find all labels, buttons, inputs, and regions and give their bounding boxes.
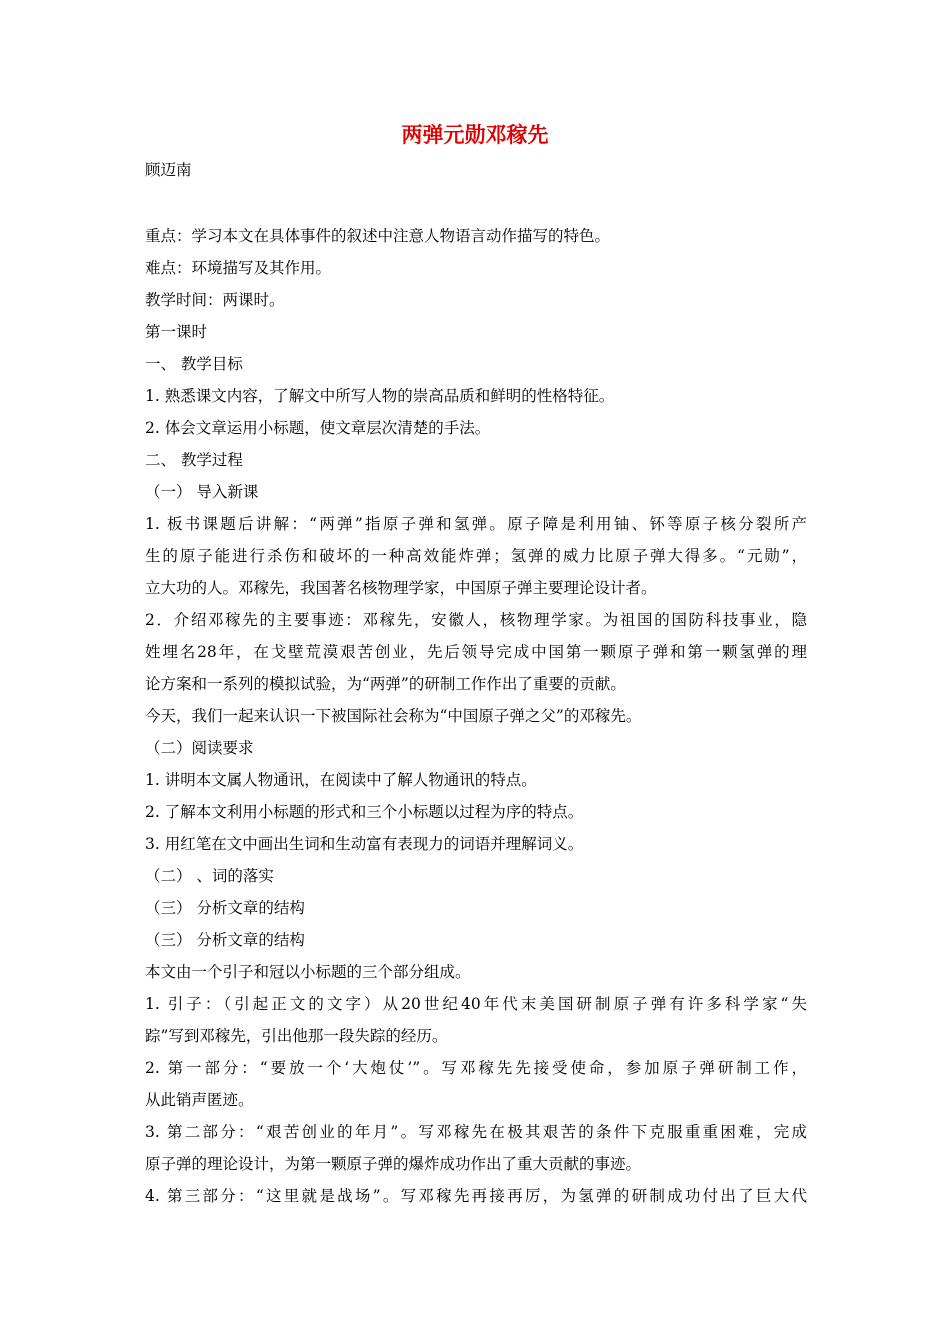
section-heading: 二、 教学过程 <box>145 451 243 469</box>
list-item: 2．介绍邓稼先的主要事迹：邓稼先，安徽人，核物理学家。为祖国的国防科技事业，隐 <box>145 611 807 629</box>
text-line: 原子弹的理论设计，为第一颗原子弹的爆炸成功作出了重大贡献的事迹。 <box>145 1155 642 1173</box>
text-line: 今天，我们一起来认识一下被国际社会称为“中国原子弹之父”的邓稼先。 <box>145 707 642 725</box>
subsection-heading: （二）阅读要求 <box>145 739 254 757</box>
list-item: 1. 熟悉课文内容，了解文中所写人物的崇高品质和鲜明的性格特征。 <box>145 387 615 405</box>
text-line: 本文由一个引子和冠以小标题的三个部分组成。 <box>145 963 471 981</box>
text-line: 生的原子能进行杀伤和破坏的一种高效能炸弹；氢弹的威力比原子弹大得多。“元勋”， <box>145 547 807 565</box>
subsection-heading: （三） 分析文章的结构 <box>145 931 305 949</box>
text-line: 从此销声匿迹。 <box>145 1091 254 1109</box>
text-line: 论方案和一系列的模拟试验，为“两弹”的研制工作作出了重要的贡献。 <box>145 675 626 693</box>
list-item: 1. 讲明本文属人物通讯，在阅读中了解人物通讯的特点。 <box>145 771 537 789</box>
list-item: 1. 板书课题后讲解：“两弹”指原子弹和氢弹。原子障是利用铀、钚等原子核分裂所产 <box>145 515 807 533</box>
section-heading: 一、 教学目标 <box>145 355 243 373</box>
text-line: 姓埋名28年，在戈壁荒漠艰苦创业，先后领导完成中国第一颗原子弹和第一颗氢弹的理 <box>145 643 807 661</box>
text-line: 教学时间：两课时。 <box>145 291 285 309</box>
document-title: 两弹元勋邓稼先 <box>401 123 549 147</box>
subsection-heading: （二） 、词的落实 <box>145 867 274 885</box>
list-item: 4. 第三部分：“这里就是战场”。写邓稼先再接再厉，为氢弹的研制成功付出了巨大代 <box>145 1187 807 1205</box>
list-item: 2. 了解本文利用小标题的形式和三个小标题以过程为序的特点。 <box>145 803 584 821</box>
subsection-heading: （一） 导入新课 <box>145 483 259 501</box>
document-body <box>145 220 807 1212</box>
text-line: 难点：环境描写及其作用。 <box>145 259 332 277</box>
subsection-heading: （三） 分析文章的结构 <box>145 899 305 917</box>
text-line: 重点：学习本文在具体事件的叙述中注意人物语言动作描写的特色。 <box>145 227 611 245</box>
section-heading: 第一课时 <box>145 323 208 341</box>
list-item: 1. 引子：（引起正文的文字）从20世纪40年代末美国研制原子弹有许多科学家“失 <box>145 995 807 1013</box>
list-item: 2. 第一部分：“要放一个‘大炮仗’”。写邓稼先先接受使命，参加原子弹研制工作， <box>145 1059 807 1077</box>
text-line: 立大功的人。邓稼先，我国著名核物理学家，中国原子弹主要理论设计者。 <box>145 579 657 597</box>
list-item: 2. 体会文章运用小标题，使文章层次清楚的手法。 <box>145 419 491 437</box>
list-item: 3. 用红笔在文中画出生词和生动富有表现力的词语并理解词义。 <box>145 835 584 853</box>
text-line: 踪”写到邓稼先，引出他那一段失踪的经历。 <box>145 1027 448 1045</box>
list-item: 3. 第二部分：“艰苦创业的年月”。写邓稼先在极其艰苦的条件下克服重重困难，完成 <box>145 1123 807 1141</box>
document-author: 顾迈南 <box>145 161 192 179</box>
